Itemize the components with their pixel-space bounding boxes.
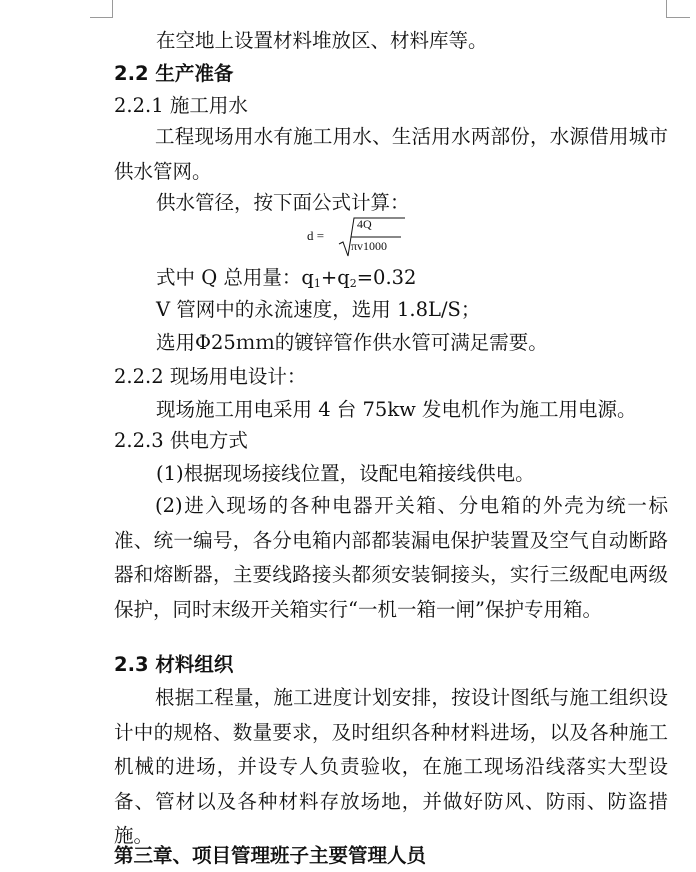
formula-lhs: d = [307, 228, 325, 243]
subsection-heading-2-2-2: 2.2.2 现场用电设计： [114, 365, 307, 388]
corner-mark-left [112, 0, 113, 18]
subsection-heading-2-2-3: 2.2.3 供电方式 [114, 429, 248, 452]
text-line-pipe-calc: 供水管径，按下面公式计算： [156, 191, 410, 214]
paragraph-materials: 根据工程量，施工进度计划安排，按设计图纸与施工组织设计中的规格、数量要求，及时组织各种材料进场，以及各种施工机械的进场，并设专人负责验收，在施工现场沿线落实大型设备、管材以及各种材料存放场地，并做好防风、防雨、防盗措施。 [114, 686, 668, 847]
q-plus-text: +q [320, 266, 350, 289]
corner-mark-right-h [666, 17, 690, 18]
corner-mark-right [666, 0, 667, 18]
text-line: 在空地上设置材料堆放区、材料库等。 [156, 29, 488, 52]
chapter-heading-3: 第三章、项目管理班子主要管理人员 [114, 844, 427, 867]
section-heading-2-3: 2.3 材料组织 [114, 653, 234, 676]
pipe-diameter-formula [307, 216, 417, 258]
q-subscript-1: 1 [313, 277, 321, 290]
formula-numerator: 4Q [357, 217, 372, 231]
text-line-power-source: 现场施工用电采用 4 台 75kw 发电机作为施工用电源。 [156, 398, 637, 421]
text-line-pipe-choice: 选用Φ25ｍｍ的镀锌管作供水管可满足需要。 [156, 331, 548, 354]
subsection-heading-2-2-1: 2.2.1 施工用水 [114, 94, 248, 117]
q-total-text: 式中 Q 总用量：q [156, 266, 314, 289]
text-line-supply-1: (1)根据现场接线位置，设配电箱接线供电。 [156, 462, 535, 485]
corner-mark-left-h [90, 17, 113, 18]
q-value-text: =0.32 [356, 266, 417, 289]
section-heading-2-2: 2.2 生产准备 [114, 62, 234, 85]
paragraph-water-source: 工程现场用水有施工用水、生活用水两部份，水源借用城市供水管网。 [114, 125, 668, 183]
formula-denominator: πv1000 [351, 239, 388, 253]
q-subscript-2: 2 [349, 277, 357, 290]
text-line-v-speed: V 管网中的永流速度，选用 1.8L/S； [156, 298, 481, 321]
paragraph-supply-2: (2)进入现场的各种电器开关箱、分电箱的外壳为统一标准、统一编号，各分电箱内部都装漏电保护装置及空气自动断路器和熔断器，主要线路接头都须安装铜接头，实行三级配电两级保护，同时末级开关箱实行“一机一箱一闸”保护专用箱。 [114, 494, 668, 621]
